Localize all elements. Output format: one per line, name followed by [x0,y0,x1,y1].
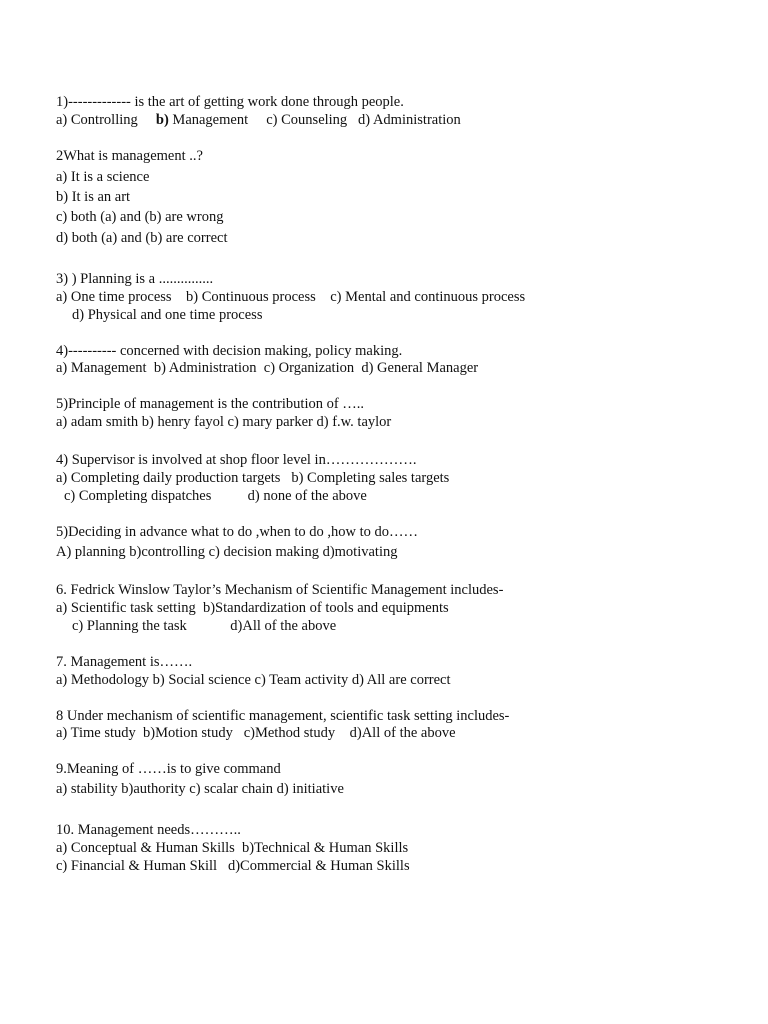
question-3-options-line-1: a) One time process b) Continuous process c) Mental and continuous process [56,289,526,305]
question-10-text: 8 Under mechanism of scientific management, scientific task setting includes- [56,708,510,724]
question-1-option-b-label: b) [155,112,169,128]
question-2-option-a: a) It is a science [56,169,150,185]
question-2-option-c: c) both (a) and (b) are wrong [56,209,224,225]
question-6-options-line-1: a) Completing daily production targets b) Completing sales targets [56,470,450,486]
question-1-option-rest: Management c) Counseling d) Administration [168,112,461,128]
question-2-option-b: b) It is an art [56,189,131,205]
question-1-options [56,111,461,129]
question-12-options-line-2: c) Financial & Human Skill d)Commercial & Human Skills [56,858,410,874]
question-11-options: a) stability b)authority c) scalar chain d) initiative [56,781,344,797]
question-6-options-line-2: c) Completing dispatches d) none of the above [64,488,367,504]
question-12-options-line-1: a) Conceptual & Human Skills b)Technical & Human Skills [56,840,409,856]
question-7-text: 5)Deciding in advance what to do ,when to do ,how to do…… [56,524,419,540]
question-8-text: 6. Fedrick Winslow Taylor’s Mechanism of Scientific Management includes- [56,582,504,598]
question-1-option-a: a) Controlling [56,112,156,128]
question-5-options: a) adam smith b) henry fayol c) mary parker d) f.w. taylor [56,414,392,430]
question-9-text: 7. Management is……. [56,654,193,670]
question-2-option-d: d) both (a) and (b) are correct [56,230,228,246]
question-1-text: 1)------------- is the art of getting work done through people. [56,94,404,110]
question-12-text: 10. Management needs……….. [56,822,241,838]
question-3-options-line-2: d) Physical and one time process [72,307,263,323]
question-6-text: 4) Supervisor is involved at shop floor level in………………. [56,452,417,468]
question-7-options: A) planning b)controlling c) decision making d)motivating [56,544,398,560]
question-2-text: 2What is management ..? [56,148,203,164]
question-4-text: 4)---------- concerned with decision making, policy making. [56,343,403,359]
question-4-options: a) Management b) Administration c) Organization d) General Manager [56,360,479,376]
question-10-options: a) Time study b)Motion study c)Method study d)All of the above [56,725,456,741]
question-8-options-line-2: c) Planning the task d)All of the above [72,618,337,634]
question-3-text: 3) ) Planning is a ............... [56,271,214,287]
question-8-options-line-1: a) Scientific task setting b)Standardization of tools and equipments [56,600,449,616]
question-9-options: a) Methodology b) Social science c) Team activity d) All are correct [56,672,451,688]
question-5-text: 5)Principle of management is the contribution of ….. [56,396,365,412]
question-11-text: 9.Meaning of ……is to give command [56,761,281,777]
